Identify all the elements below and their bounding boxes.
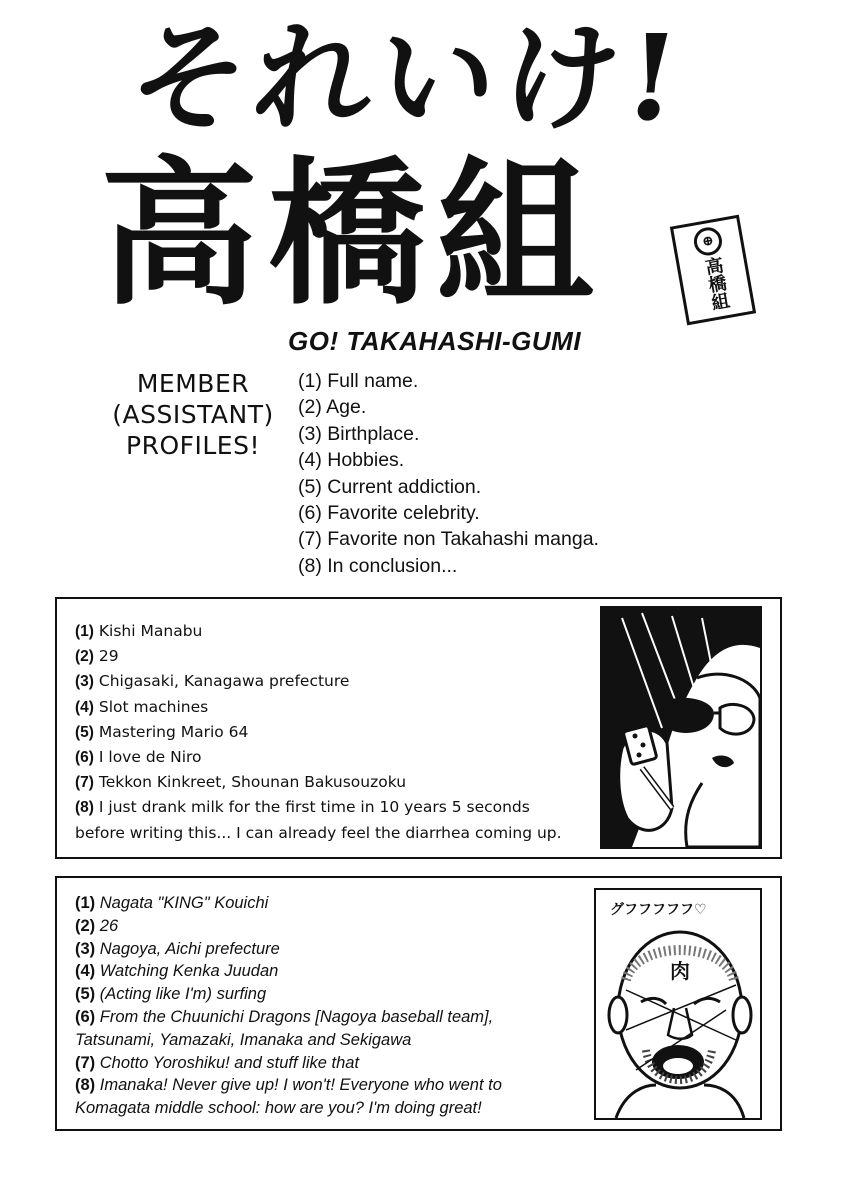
answer-line: (3) Chigasaki, Kanagawa prefecture (75, 672, 350, 691)
answer-line: (1) Nagata "KING" Kouichi (75, 894, 269, 912)
answer-line: (5) (Acting like I'm) surfing (75, 985, 267, 1004)
question-list (298, 368, 698, 579)
heading-line: (ASSISTANT) (112, 400, 274, 429)
answer-line: (2) 29 (75, 647, 119, 666)
profile-answers (75, 619, 600, 846)
portrait-kishi-drawing (602, 608, 760, 847)
answer-line: (8) I just drank milk for the first time in 10 years 5 seconds (75, 798, 530, 817)
heading-line: MEMBER (136, 369, 250, 398)
question-item: (5) Current addiction. (298, 475, 482, 498)
japanese-title-top: それいけ! (122, 8, 692, 147)
portrait-nagata (594, 888, 762, 1120)
answer-line: (2) 26 (75, 916, 119, 935)
answer-line: (4) Watching Kenka Juudan (75, 962, 279, 981)
answer-line: Tatsunami, Yamazaki, Imanaka and Sekigawa (75, 1030, 412, 1049)
answer-line: (7) Tekkon Kinkreet, Shounan Bakusouzoku (75, 773, 407, 792)
answer-line: (6) From the Chuunichi Dragons [Nagoya baseball team], (75, 1007, 494, 1026)
answer-line: (4) Slot machines (75, 697, 209, 716)
question-item: (6) Favorite celebrity. (298, 502, 480, 525)
name-seal-stamp (670, 215, 756, 326)
question-item: (2) Age. (298, 396, 367, 419)
profile-card-kishi (55, 597, 782, 859)
question-item: (4) Hobbies. (298, 449, 405, 472)
question-item: (8) In conclusion... (298, 554, 458, 577)
profile-answers (75, 892, 600, 1120)
english-title: GO! TAKAHASHI-GUMI (288, 326, 582, 356)
seal-mark: ⊕ (692, 225, 724, 257)
question-item: (7) Favorite non Takahashi manga. (298, 528, 599, 551)
seal-text: 高橋組 (700, 255, 731, 313)
answer-line: (6) I love de Niro (75, 748, 202, 767)
japanese-title-main: 高橋組 (100, 142, 604, 327)
portrait-laugh-caption: グフフフフフ♡ (610, 902, 707, 918)
heading-line: PROFILES! (126, 431, 260, 460)
section-heading (98, 368, 288, 461)
answer-line: (8) Imanaka! Never give up! I won't! Everyone who went to (75, 1076, 502, 1095)
answer-line: (3) Nagoya, Aichi prefecture (75, 939, 280, 958)
answer-line: Komagata middle school: how are you? I'm doing great! (75, 1099, 482, 1118)
question-item: (1) Full name. (298, 370, 419, 392)
answer-line: (5) Mastering Mario 64 (75, 722, 249, 741)
portrait-kishi (600, 606, 762, 849)
profile-card-nagata (55, 876, 782, 1131)
answer-line: (7) Chotto Yoroshiku! and stuff like that (75, 1053, 360, 1072)
question-item: (3) Birthplace. (298, 422, 420, 445)
forehead-mark: 肉 (670, 959, 690, 983)
portrait-nagata-drawing (596, 890, 760, 1118)
answer-line: before writing this... I can already feel the diarrhea coming up. (75, 823, 562, 842)
answer-line: (1) Kishi Manabu (75, 622, 203, 640)
